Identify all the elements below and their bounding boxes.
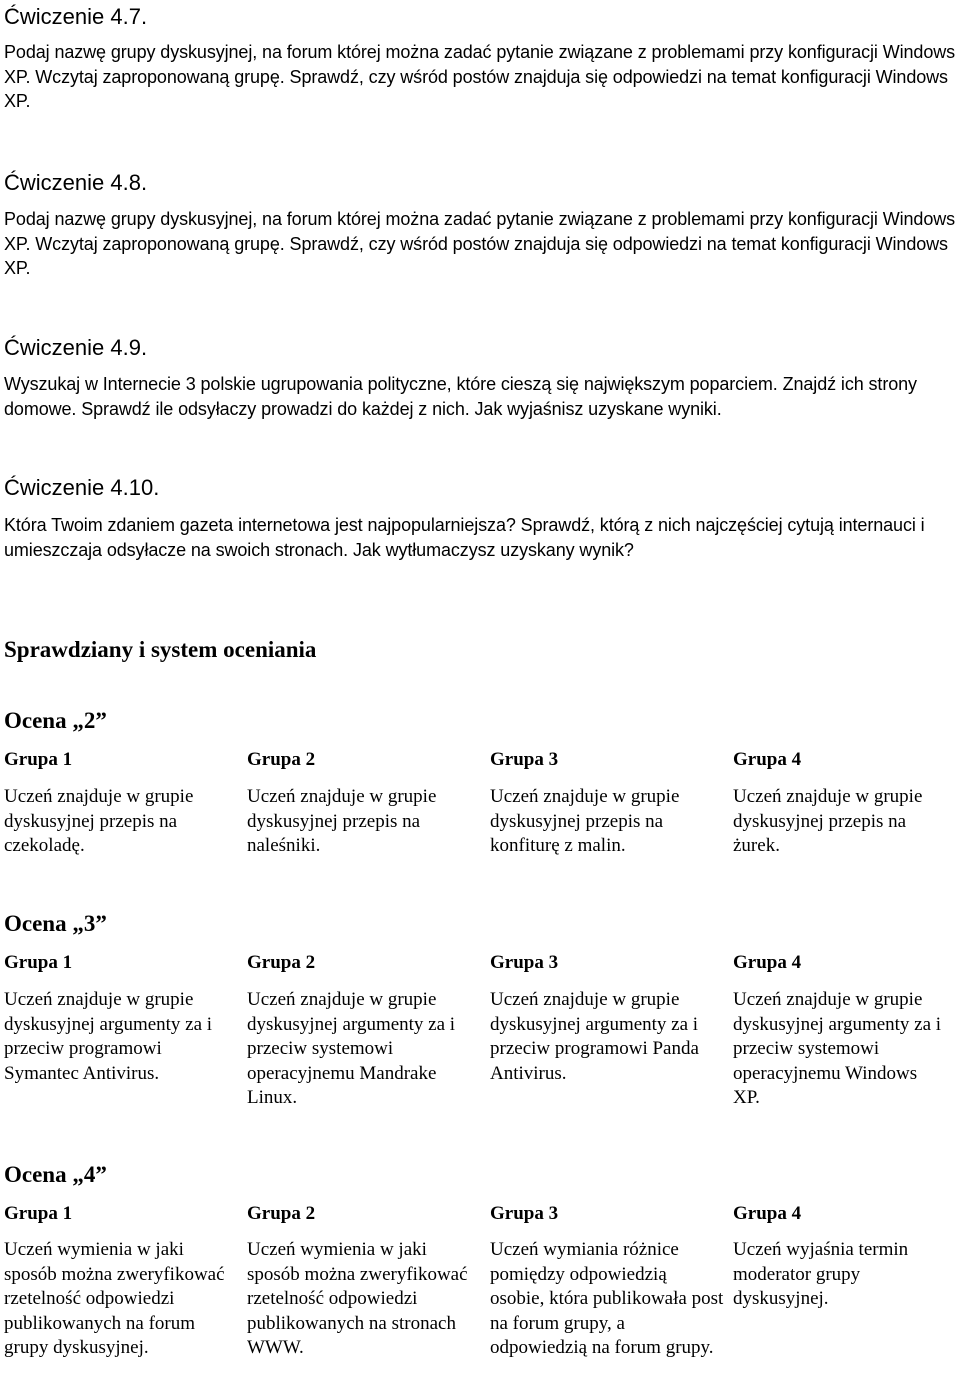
grade-4-tasks [4,1238,956,1361]
exercise-title: Ćwiczenie 4.9. [4,335,148,360]
group-header: Grupa 4 [733,1203,802,1224]
group-task: Uczeń wymienia w jaki sposób można zweryfikować rzetelność odpowiedzi publikowanych na stronach WWW. [247,1239,468,1358]
group-header: Grupa 2 [247,749,316,770]
exercise-title: Ćwiczenie 4.7. [4,4,148,29]
group-header: Grupa 4 [733,952,802,973]
group-task: Uczeń znajduje w grupie dyskusyjnej przepis na czekoladę. [4,786,194,856]
group-task: Uczeń znajduje w grupie dyskusyjnej argumenty za i przeciw programowi Symantec Antivirus. [4,989,213,1084]
group-task: Uczeń znajduje w grupie dyskusyjnej przepis na naleśniki. [247,786,437,856]
group-header: Grupa 1 [4,1203,73,1224]
exercise-text: Podaj nazwę grupy dyskusyjnej, na forum której można zadać pytanie związane z problemami przy konfiguracji Windows XP. Wczytaj zaproponowaną grupę. Sprawdź, czy wśród postów znajduja się odpowiedzi na temat konfiguracji Windows XP. [4,209,956,278]
grade-4-groups [4,1202,956,1227]
group-header: Grupa 4 [733,749,802,770]
group-header: Grupa 1 [4,952,73,973]
group-header: Grupa 1 [4,749,73,770]
section-title: Sprawdziany i system oceniania [4,637,317,662]
grade-title: Ocena „3” [4,911,107,936]
grade-3-tasks [4,988,956,1111]
group-task: Uczeń znajduje w grupie dyskusyjnej argumenty za i przeciw programowi Panda Antivirus. [490,989,699,1084]
group-header: Grupa 2 [247,952,316,973]
grade-title: Ocena „2” [4,708,107,733]
group-header: Grupa 3 [490,749,559,770]
group-task: Uczeń wyjaśnia termin moderator grupy dyskusyjnej. [733,1239,909,1309]
grade-2-tasks [4,785,956,859]
group-task: Uczeń znajduje w grupie dyskusyjnej przepis na żurek. [733,786,923,856]
exercise-text: Podaj nazwę grupy dyskusyjnej, na forum której można zadać pytanie związane z problemami przy konfiguracji Windows XP. Wczytaj zaproponowaną grupę. Sprawdź, czy wśród postów znajduja się odpowiedzi na temat konfiguracji Windows XP. [4,42,956,111]
group-task: Uczeń znajduje w grupie dyskusyjnej argumenty za i przeciw systemowi operacyjnemu Windows XP. [733,989,942,1108]
group-header: Grupa 3 [490,952,559,973]
group-task: Uczeń wymiania różnice pomiędzy odpowiedzią osobie, która publikowała post na forum grupy, a odpowiedzią na forum grupy. [490,1239,724,1358]
grade-2-groups [4,748,956,773]
exercise-text: Wyszukaj w Internecie 3 polskie ugrupowania polityczne, które cieszą się największym poparciem. Znajdź ich strony domowe. Sprawdź ile odsyłaczy prowadzi do każdej z nich. Jak wyjaśnisz uzyskane wyniki. [4,374,917,419]
exercise-title: Ćwiczenie 4.8. [4,170,148,195]
exercise-title: Ćwiczenie 4.10. [4,475,160,500]
group-task: Uczeń znajduje w grupie dyskusyjnej argumenty za i przeciw systemowi operacyjnemu Mandrake Linux. [247,989,456,1108]
group-header: Grupa 3 [490,1203,559,1224]
exercise-text: Która Twoim zdaniem gazeta internetowa jest najpopularniejsza? Sprawdź, którą z nich najczęściej cytują internauci i umieszczaja odsyłacze na swoich stronach. Jak wytłumaczysz uzyskany wynik? [4,515,925,560]
group-task: Uczeń znajduje w grupie dyskusyjnej przepis na konfiturę z malin. [490,786,680,856]
grade-3-groups [4,951,956,976]
group-header: Grupa 2 [247,1203,316,1224]
grade-title: Ocena „4” [4,1162,107,1187]
group-task: Uczeń wymienia w jaki sposób można zweryfikować rzetelność odpowiedzi publikowanych na forum grupy dyskusyjnej. [4,1239,225,1358]
